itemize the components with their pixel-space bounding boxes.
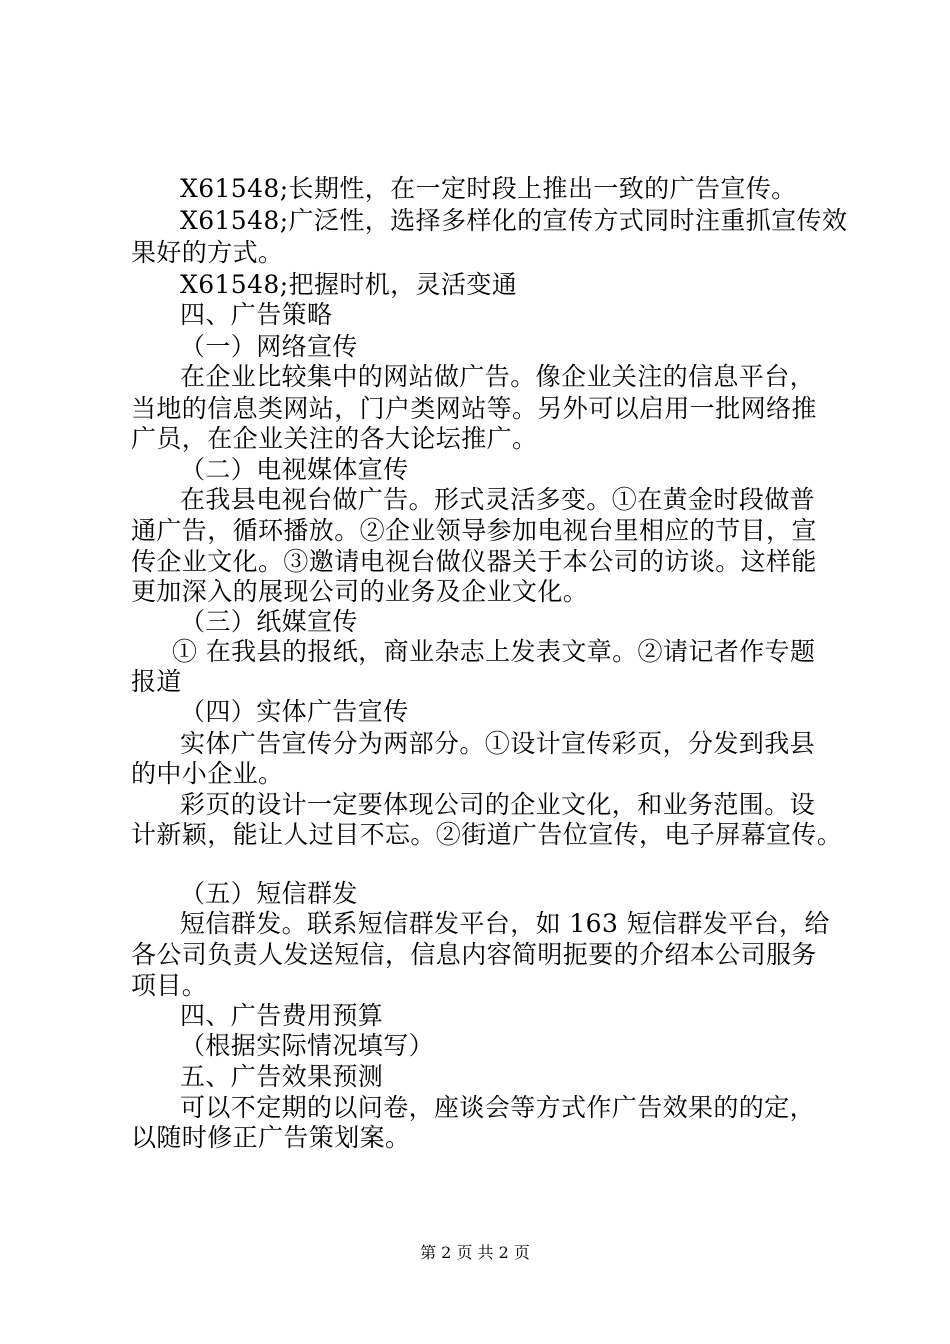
paragraph-line: 广员，在企业关注的各大论坛推广。 [131,424,538,453]
paragraph-line: 在企业比较集中的网站做广告。像企业关注的信息平台， [180,362,816,391]
paragraph-line: 传企业文化。③邀请电视台做仪器关于本公司的访谈。这样能 [131,547,817,576]
paragraph-line: 通广告，循环播放。②企业领导参加电视台里相应的节目，宣 [131,516,817,545]
paragraph-line: 报道 [131,667,182,696]
page-footer: 第 2 页 共 2 页 [420,1243,530,1262]
section-heading: 四、广告策略 [180,300,333,329]
paragraph-line: 以随时修正广告策划案。 [131,1123,411,1152]
paragraph-line: X61548;把握时机，灵活变通 [180,270,518,299]
paragraph-line: （根据实际情况填写） [180,1031,435,1060]
subsection-heading: （三）纸媒宣传 [180,607,358,636]
paragraph-line: 彩页的设计一定要体现公司的企业文化，和业务范围。设 [180,790,816,819]
paragraph-line: 短信群发。联系短信群发平台，如 163 短信群发平台，给 [180,909,830,938]
paragraph-line: 果好的方式。 [131,238,284,267]
paragraph-line: X61548;广泛性，选择多样化的宣传方式同时注重抓宣传效 [180,206,848,235]
paragraph-line: 计新颖，能让人过目不忘。②街道广告位宣传，电子屏幕宣传。 [131,820,843,849]
section-heading: 四、广告费用预算 [180,1001,384,1030]
section-heading: 五、广告效果预测 [180,1062,384,1091]
paragraph-line: 更加深入的展现公司的业务及企业文化。 [131,577,589,606]
paragraph-line: ① 在我县的报纸，商业杂志上发表文章。②请记者作专题 [172,637,816,666]
subsection-heading: （四）实体广告宣传 [180,697,409,726]
paragraph-line: 可以不定期的以问卷，座谈会等方式作广告效果的的定， [180,1093,816,1122]
paragraph-line: X61548;长期性，在一定时段上推出一致的广告宣传。 [180,174,797,203]
subsection-heading: （一）网络宣传 [180,332,358,361]
paragraph-line: 各公司负责人发送短信，信息内容简明扼要的介绍本公司服务 [131,940,817,969]
paragraph-line: 实体广告宣传分为两部分。①设计宣传彩页，分发到我县 [180,729,816,758]
paragraph-line: 当地的信息类网站，门户类网站等。另外可以启用一批网络推 [131,394,817,423]
paragraph-line: 的中小企业。 [131,759,284,788]
paragraph-line: 项目。 [131,971,208,1000]
paragraph-line: 在我县电视台做广告。形式灵活多变。①在黄金时段做普 [180,485,816,514]
subsection-heading: （二）电视媒体宣传 [180,455,409,484]
subsection-heading: （五）短信群发 [180,879,358,908]
